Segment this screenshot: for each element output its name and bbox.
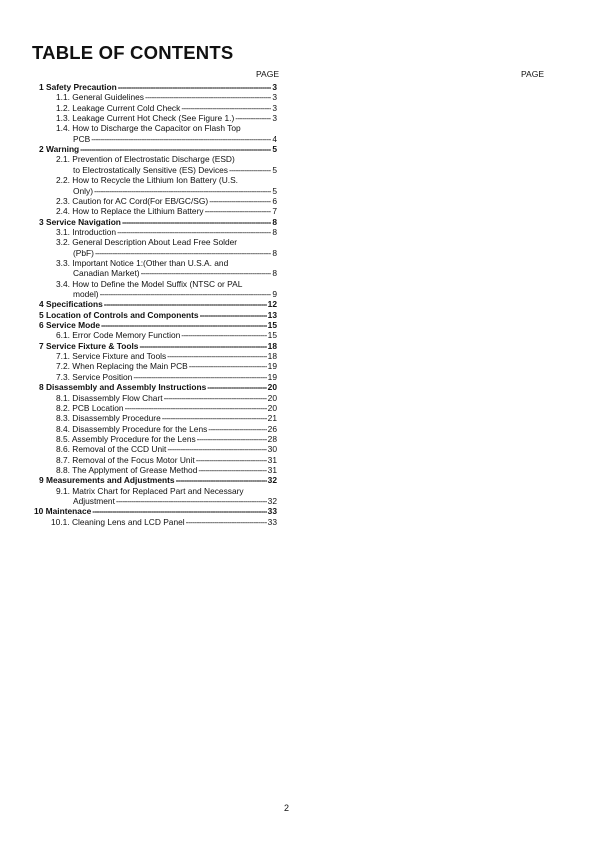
toc-entry-page-number: 15 xyxy=(267,320,277,331)
toc-entry-title: 7.1. Service Fixture and Tools xyxy=(56,351,167,362)
dot-leader xyxy=(116,496,267,506)
dot-leader xyxy=(101,320,267,330)
toc-entry-page-number: 33 xyxy=(267,506,277,517)
toc-entry-page-number: 5 xyxy=(272,144,277,155)
toc-entry-title: 8.7. Removal of the Focus Motor Unit xyxy=(56,454,195,465)
toc-entry-title: 1.1. General Guidelines xyxy=(56,92,144,103)
toc-entry-title-line: 9.1. Matrix Chart for Replaced Part and Necessary xyxy=(56,485,244,496)
toc-entry-page-number: 19 xyxy=(267,371,277,382)
dot-leader xyxy=(162,413,267,423)
toc-entry-page-number: 7 xyxy=(272,206,277,217)
toc-entry-page-number: 3 xyxy=(272,92,277,103)
dot-leader xyxy=(95,248,271,258)
toc-entry-title: 2 Warning xyxy=(39,144,80,155)
toc-entry-page-number: 31 xyxy=(267,454,277,465)
toc-entry-title: 8.3. Disassembly Procedure xyxy=(56,413,161,424)
toc-entry-page-number: 8 xyxy=(272,268,277,279)
toc-entry-title: 1 Safety Precaution xyxy=(39,82,117,92)
toc-entry-title: 7 Service Fixture & Tools xyxy=(39,340,139,351)
toc-entry-title: 1.2. Leakage Current Cold Check xyxy=(56,102,181,113)
toc-entry-page-number: 19 xyxy=(267,361,277,372)
dot-leader xyxy=(181,103,271,113)
toc-entry-title-line: 3.4. How to Define the Model Suffix (NTSC or PAL xyxy=(56,278,243,289)
page-number: 2 xyxy=(284,803,290,813)
dot-leader xyxy=(207,382,266,392)
toc-entry-page-number: 18 xyxy=(267,340,277,351)
toc-entry-title-line: 3.2. General Description About Lead Free Solder xyxy=(56,237,238,248)
toc-entry-title: (PbF) xyxy=(73,247,94,258)
toc-entry-page-number: 15 xyxy=(267,330,277,341)
toc-entry-title-line: 2.1. Prevention of Electrostatic Discharge (ESD) xyxy=(56,154,235,165)
dot-leader xyxy=(189,361,267,371)
dot-leader xyxy=(125,403,267,413)
toc-entry-page-number: 28 xyxy=(267,433,277,444)
toc-entry-page-number: 8 xyxy=(272,226,277,237)
dot-leader xyxy=(141,268,272,278)
toc-entry-title-line: 2.2. How to Recycle the Lithium Ion Battery (U.S. xyxy=(56,175,239,186)
dot-leader xyxy=(122,217,271,227)
toc-entry-page-number: 21 xyxy=(267,413,277,424)
dot-leader xyxy=(235,113,271,123)
toc-entry-page-number: 26 xyxy=(267,423,277,434)
toc-entry-title: 6.1. Error Code Memory Function xyxy=(56,330,181,341)
toc-entry-title: 7.3. Service Position xyxy=(56,371,133,382)
dot-leader xyxy=(176,475,267,485)
toc-entry-title: 9 Measurements and Adjustments xyxy=(39,475,175,486)
dot-leader xyxy=(209,196,271,206)
dot-leader xyxy=(91,134,271,144)
dot-leader xyxy=(117,227,271,237)
toc-entry-title: 8.8. The Applyment of Grease Method xyxy=(56,464,198,475)
toc-entry-page-number: 5 xyxy=(272,164,277,175)
toc-entry-title: 8.5. Assembly Procedure for the Lens xyxy=(56,433,196,444)
toc-entry-page-number: 3 xyxy=(272,113,277,124)
toc-entry-page-number: 6 xyxy=(272,195,277,206)
toc-entry-title: 1.3. Leakage Current Hot Check (See Figure 1.) xyxy=(56,113,235,124)
toc-entry-title: 4 Specifications xyxy=(39,299,103,310)
toc-entry-title: 8 Disassembly and Assembly Instructions xyxy=(39,382,207,393)
toc-entry-title-line: 1.4. How to Discharge the Capacitor on Flash Top xyxy=(56,123,241,134)
toc-entry-title: 8.6. Removal of the CCD Unit xyxy=(56,444,167,455)
toc-entry-title: Only) xyxy=(73,185,94,196)
toc-entry-title: Adjustment xyxy=(73,496,115,506)
dot-leader xyxy=(198,465,266,475)
toc-entry-title: 8.4. Disassembly Procedure for the Lens xyxy=(56,423,208,434)
dot-leader xyxy=(118,82,272,92)
dot-leader xyxy=(167,351,267,361)
toc-entry-page-number: 4 xyxy=(272,133,277,144)
dot-leader xyxy=(92,506,266,516)
toc-entry-page-number: 20 xyxy=(267,382,277,393)
toc-entry-page-number: 32 xyxy=(267,475,277,486)
toc-entry-title: 8.2. PCB Location xyxy=(56,402,124,413)
page-column-label-right: PAGE xyxy=(521,69,544,79)
toc-entry-title: PCB xyxy=(73,133,91,144)
dot-leader xyxy=(197,434,267,444)
dot-leader xyxy=(145,92,271,102)
dot-leader xyxy=(80,144,271,154)
toc-entry-title: 3.1. Introduction xyxy=(56,226,117,237)
toc-entry-title: 2.3. Caution for AC Cord(For EB/GC/SG) xyxy=(56,195,209,206)
toc-entry-page-number: 31 xyxy=(267,464,277,475)
toc-entry-title: 10.1. Cleaning Lens and LCD Panel xyxy=(51,516,185,527)
toc-entry-page-number: 13 xyxy=(267,309,277,320)
toc-entry-page-number: 3 xyxy=(272,82,277,92)
dot-leader xyxy=(208,424,266,434)
toc-entry-title: 8.1. Disassembly Flow Chart xyxy=(56,392,163,403)
toc-entry-page-number: 5 xyxy=(272,185,277,196)
toc-entry-title: 10 Maintenace xyxy=(34,506,92,517)
toc-entry-title: 6 Service Mode xyxy=(39,320,100,331)
toc-entry-page-number: 30 xyxy=(267,444,277,455)
toc-entry-page-number: 3 xyxy=(272,102,277,113)
toc-entry-page-number: 20 xyxy=(267,402,277,413)
toc-entry-page-number: 33 xyxy=(267,516,277,527)
dot-leader xyxy=(200,310,267,320)
toc-entry-title: 7.2. When Replacing the Main PCB xyxy=(56,361,188,372)
toc-entry-page-number: 18 xyxy=(267,351,277,362)
toc-entry-page-number: 12 xyxy=(267,299,277,310)
toc-entry-page-number: 32 xyxy=(267,496,277,506)
dot-leader xyxy=(164,393,267,403)
toc-entry-title: model) xyxy=(73,289,99,299)
page-title: TABLE OF CONTENTS xyxy=(32,42,234,63)
dot-leader xyxy=(205,206,272,216)
page-column-label-left: PAGE xyxy=(256,69,279,79)
toc-entry-title: Canadian Market) xyxy=(73,268,140,279)
dot-leader xyxy=(104,299,267,309)
dot-leader xyxy=(186,517,267,527)
dot-leader xyxy=(196,455,267,465)
toc-entry-page-number: 9 xyxy=(272,289,277,299)
dot-leader xyxy=(167,444,266,454)
toc-entry-page-number: 20 xyxy=(267,392,277,403)
toc-entry-title: 2.4. How to Replace the Lithium Battery xyxy=(56,206,204,217)
dot-leader xyxy=(181,330,266,340)
dot-leader xyxy=(139,341,266,351)
toc-entry-title: 3 Service Navigation xyxy=(39,216,121,227)
toc-entry-title: 5 Location of Controls and Components xyxy=(39,309,199,320)
dot-leader xyxy=(94,186,271,196)
dot-leader xyxy=(133,372,266,382)
toc-entry-title: to Electrostatically Sensitive (ES) Devices xyxy=(73,164,228,175)
toc-entry-title-line: 3.3. Important Notice 1:(Other than U.S.A. and xyxy=(56,257,229,268)
dot-leader xyxy=(229,165,271,175)
toc-entry-page-number: 8 xyxy=(272,247,277,258)
toc-entry-page-number: 8 xyxy=(272,216,277,227)
dot-leader xyxy=(100,289,272,299)
